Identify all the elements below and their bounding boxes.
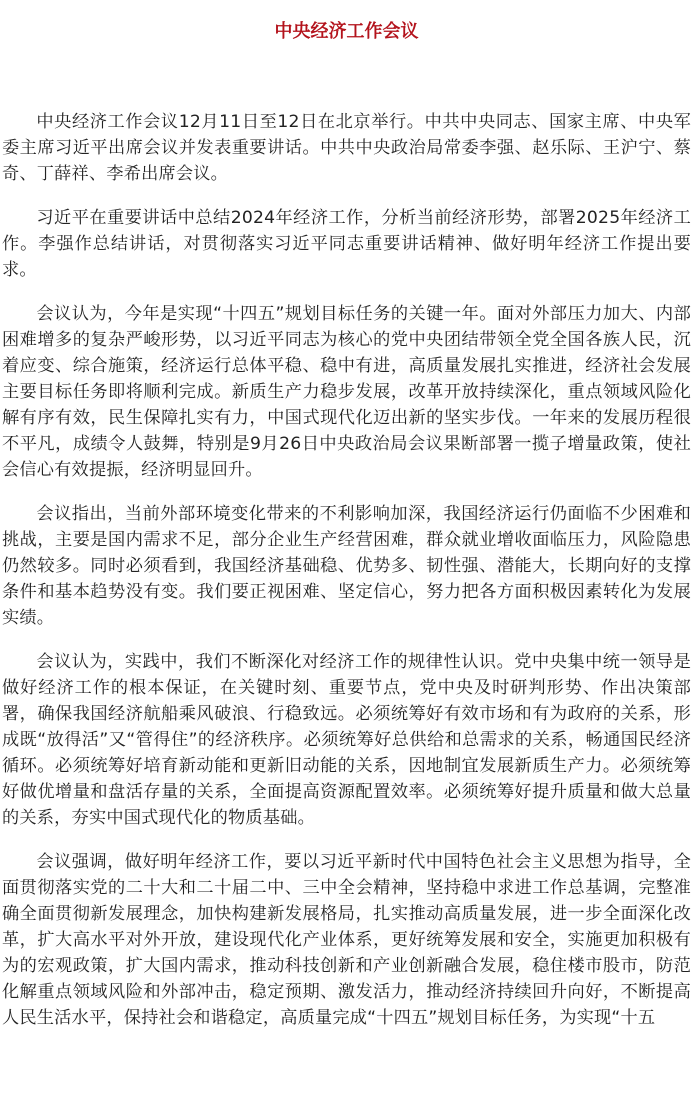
article-paragraph-1: 中央经济工作会议12月11日至12日在北京举行。中共中央同志、国家主席、中央军委主席习近平出席会议并发表重要讲话。中共中央政治局常委李强、赵乐际、王沪宁、蔡奇、丁薛祥、李希出席会议。 [2, 112, 691, 184]
article-paragraph-5: 会议认为，实践中，我们不断深化对经济工作的规律性认识。党中央集中统一领导是做好经济工作的根本保证，在关键时刻、重要节点，党中央及时研判形势、作出决策部署，确保我国经济航船乘风破浪、行稳致远。必须统筹好有效市场和有为政府的关系，形成既“放得活”又“管得住”的经济秩序。必须统筹好总供给和总需求的关系，畅通国民经济循环。必须统筹好培育新动能和更新旧动能的关系，因地制宜发展新质生产力。必须统筹好做优增量和盘活存量的关系，全面提高资源配置效率。必须统筹好提升质量和做大总量的关系，夯实中国式现代化的物质基础。 [2, 652, 691, 828]
article-paragraph-3: 会议认为，今年是实现“十四五”规划目标任务的关键一年。面对外部压力加大、内部困难增多的复杂严峻形势，以习近平同志为核心的党中央团结带领全党全国各族人民，沉着应变、综合施策，经济运行总体平稳、稳中有进，高质量发展扎实推进，经济社会发展主要目标任务即将顺利完成。新质生产力稳步发展，改革开放持续深化，重点领域风险化解有序有效，民生保障扎实有力，中国式现代化迈出新的坚实步伐。一年来的发展历程很不平凡，成绩令人鼓舞，特别是9月26日中央政治局会议果断部署一揽子增量政策，使社会信心有效提振，经济明显回升。 [2, 304, 691, 480]
article-body [2, 109, 691, 1049]
article-paragraph-2: 习近平在重要讲话中总结2024年经济工作，分析当前经济形势，部署2025年经济工作。李强作总结讲话，对贯彻落实习近平同志重要讲话精神、做好明年经济工作提出要求。 [2, 208, 691, 280]
article-paragraph-6: 会议强调，做好明年经济工作，要以习近平新时代中国特色社会主义思想为指导，全面贯彻落实党的二十大和二十届二中、三中全会精神，坚持稳中求进工作总基调，完整准确全面贯彻新发展理念，加快构建新发展格局，扎实推动高质量发展，进一步全面深化改革，扩大高水平对外开放，建设现代化产业体系，更好统筹发展和安全，实施更加积极有为的宏观政策，扩大国内需求，推动科技创新和产业创新融合发展，稳住楼市股市，防范化解重点领域风险和外部冲击，稳定预期、激发活力，推动经济持续回升向好，不断提高人民生活水平，保持社会和谐稳定，高质量完成“十四五”规划目标任务，为实现“十五 [2, 852, 691, 1028]
article-paragraph-4: 会议指出，当前外部环境变化带来的不利影响加深，我国经济运行仍面临不少困难和挑战，主要是国内需求不足，部分企业生产经营困难，群众就业增收面临压力，风险隐患仍然较多。同时必须看到，我国经济基础稳、优势多、韧性强、潜能大，长期向好的支撑条件和基本趋势没有变。我们要正视困难、坚定信心，努力把各方面积极因素转化为发展实绩。 [2, 504, 691, 628]
article-title: 中央经济工作会议 [274, 21, 419, 42]
